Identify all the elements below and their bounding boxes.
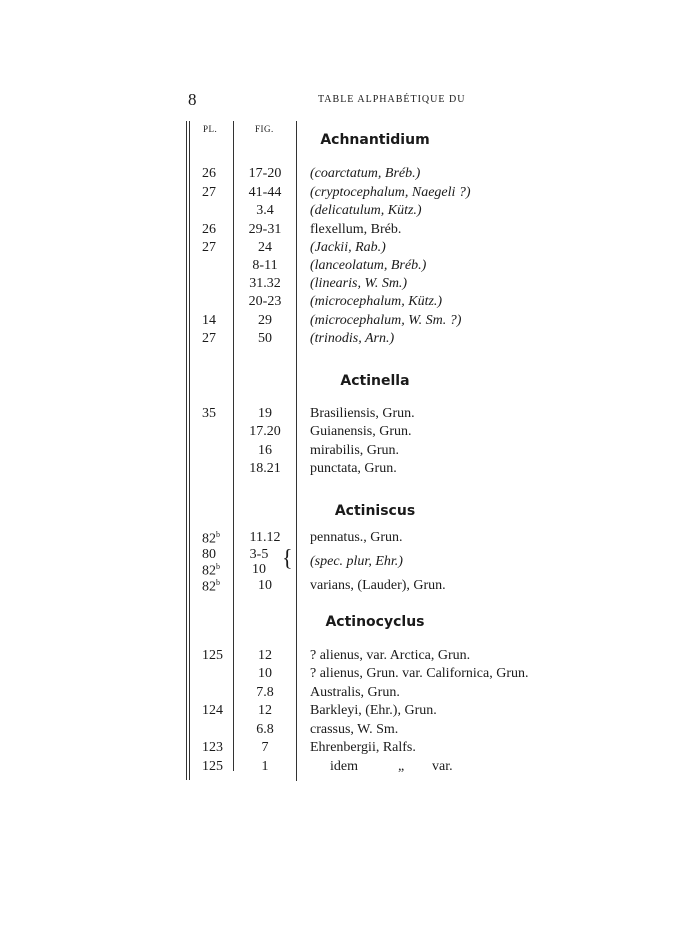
pl-value bbox=[202, 530, 220, 548]
column-rule-left-inner bbox=[189, 121, 190, 780]
page-number: 8 bbox=[188, 90, 197, 109]
pl-number: 82 bbox=[202, 579, 216, 595]
section-heading-actinocyclus: Actinocyclus bbox=[325, 614, 425, 630]
pl-value: 26 bbox=[202, 166, 216, 181]
pl-value: 26 bbox=[202, 222, 216, 237]
fig-value: 16 bbox=[258, 443, 272, 458]
pl-value: 35 bbox=[202, 406, 216, 421]
species-name: Ehrenbergii, Ralfs. bbox=[310, 740, 416, 755]
species-name: (cryptocephalum, Naegeli ?) bbox=[310, 185, 471, 200]
species-name: pennatus., Grun. bbox=[310, 530, 403, 545]
fig-value: 12 bbox=[258, 703, 272, 718]
species-name: Barkleyi, (Ehr.), Grun. bbox=[310, 703, 437, 718]
fig-value: 20-23 bbox=[248, 294, 282, 309]
column-rule-left-outer bbox=[186, 121, 187, 780]
species-name: (microcephalum, W. Sm. ?) bbox=[310, 313, 462, 328]
species-suffix: var. bbox=[432, 759, 453, 774]
species-name: (Jackii, Rab.) bbox=[310, 240, 386, 255]
fig-value: 29 bbox=[258, 313, 272, 328]
column-rule-fig-name bbox=[296, 121, 297, 781]
species-name: Brasiliensis, Grun. bbox=[310, 406, 415, 421]
pl-value bbox=[202, 578, 220, 596]
fig-value: 17.20 bbox=[249, 424, 281, 439]
pl-value: 27 bbox=[202, 185, 216, 200]
pl-number: 82 bbox=[202, 563, 216, 579]
fig-value: 19 bbox=[258, 406, 272, 421]
fig-value: 3-5 bbox=[249, 547, 269, 562]
species-name: mirabilis, Grun. bbox=[310, 443, 400, 458]
pl-value bbox=[202, 562, 220, 580]
pl-value: 80 bbox=[202, 547, 216, 562]
section-heading-actiniscus: Actiniscus bbox=[334, 503, 416, 519]
species-name: (delicatulum, Kütz.) bbox=[310, 203, 422, 218]
running-head: TABLE ALPHABÉTIQUE DU bbox=[318, 94, 466, 105]
fig-value: 41-44 bbox=[248, 185, 282, 200]
section-heading-actinella: Actinella bbox=[340, 373, 410, 389]
fig-value: 1 bbox=[261, 759, 269, 774]
pl-superscript: b bbox=[216, 530, 220, 539]
fig-value: 10 bbox=[252, 562, 266, 577]
fig-value: 29-31 bbox=[248, 222, 282, 237]
column-rule-pl-fig bbox=[233, 121, 234, 771]
species-name: flexellum, Bréb. bbox=[310, 222, 402, 237]
fig-value: 11.12 bbox=[249, 530, 281, 545]
species-name: (microcephalum, Kütz.) bbox=[310, 294, 443, 309]
fig-value: 31.32 bbox=[249, 276, 281, 291]
pl-value: 123 bbox=[202, 740, 223, 755]
ditto-mark: „ bbox=[398, 759, 405, 774]
fig-value: 6.8 bbox=[256, 722, 274, 737]
column-header-pl: PL. bbox=[203, 124, 218, 134]
pl-number: 82 bbox=[202, 531, 216, 547]
pl-value: 14 bbox=[202, 313, 216, 328]
fig-value: 24 bbox=[258, 240, 272, 255]
species-name: (lanceolatum, Bréb.) bbox=[310, 258, 427, 273]
species-name: varians, (Lauder), Grun. bbox=[310, 578, 446, 593]
section-heading-achnantidium: Achnantidium bbox=[320, 132, 430, 148]
species-name: ? alienus, var. Arctica, Grun. bbox=[310, 648, 471, 663]
species-name: (linearis, W. Sm.) bbox=[310, 276, 408, 291]
fig-value: 12 bbox=[258, 648, 272, 663]
grouping-brace: { bbox=[282, 544, 293, 571]
fig-value: 10 bbox=[258, 666, 272, 681]
pl-superscript: b bbox=[216, 562, 220, 571]
fig-value: 8-11 bbox=[252, 258, 278, 273]
species-name: Australis, Grun. bbox=[310, 685, 400, 700]
pl-superscript: b bbox=[216, 578, 220, 587]
species-name: ? alienus, Grun. var. Californica, Grun. bbox=[310, 666, 529, 681]
fig-value: 50 bbox=[258, 331, 272, 346]
pl-value: 125 bbox=[202, 759, 223, 774]
fig-value: 18.21 bbox=[249, 461, 281, 476]
species-name: (spec. plur, Ehr.) bbox=[310, 554, 403, 569]
species-name: crassus, W. Sm. bbox=[310, 722, 399, 737]
fig-value: 7 bbox=[261, 740, 269, 755]
pl-value: 27 bbox=[202, 331, 216, 346]
species-name: (coarctatum, Bréb.) bbox=[310, 166, 421, 181]
fig-value: 7.8 bbox=[256, 685, 274, 700]
fig-value: 10 bbox=[258, 578, 272, 593]
column-header-fig: FIG. bbox=[255, 124, 274, 134]
species-name: Guianensis, Grun. bbox=[310, 424, 412, 439]
fig-value: 17-20 bbox=[248, 166, 282, 181]
pl-value: 125 bbox=[202, 648, 223, 663]
species-name: idem bbox=[330, 759, 358, 774]
fig-value: 3.4 bbox=[256, 203, 274, 218]
species-name: (trinodis, Arn.) bbox=[310, 331, 395, 346]
species-name: punctata, Grun. bbox=[310, 461, 397, 476]
pl-value: 27 bbox=[202, 240, 216, 255]
pl-value: 124 bbox=[202, 703, 223, 718]
